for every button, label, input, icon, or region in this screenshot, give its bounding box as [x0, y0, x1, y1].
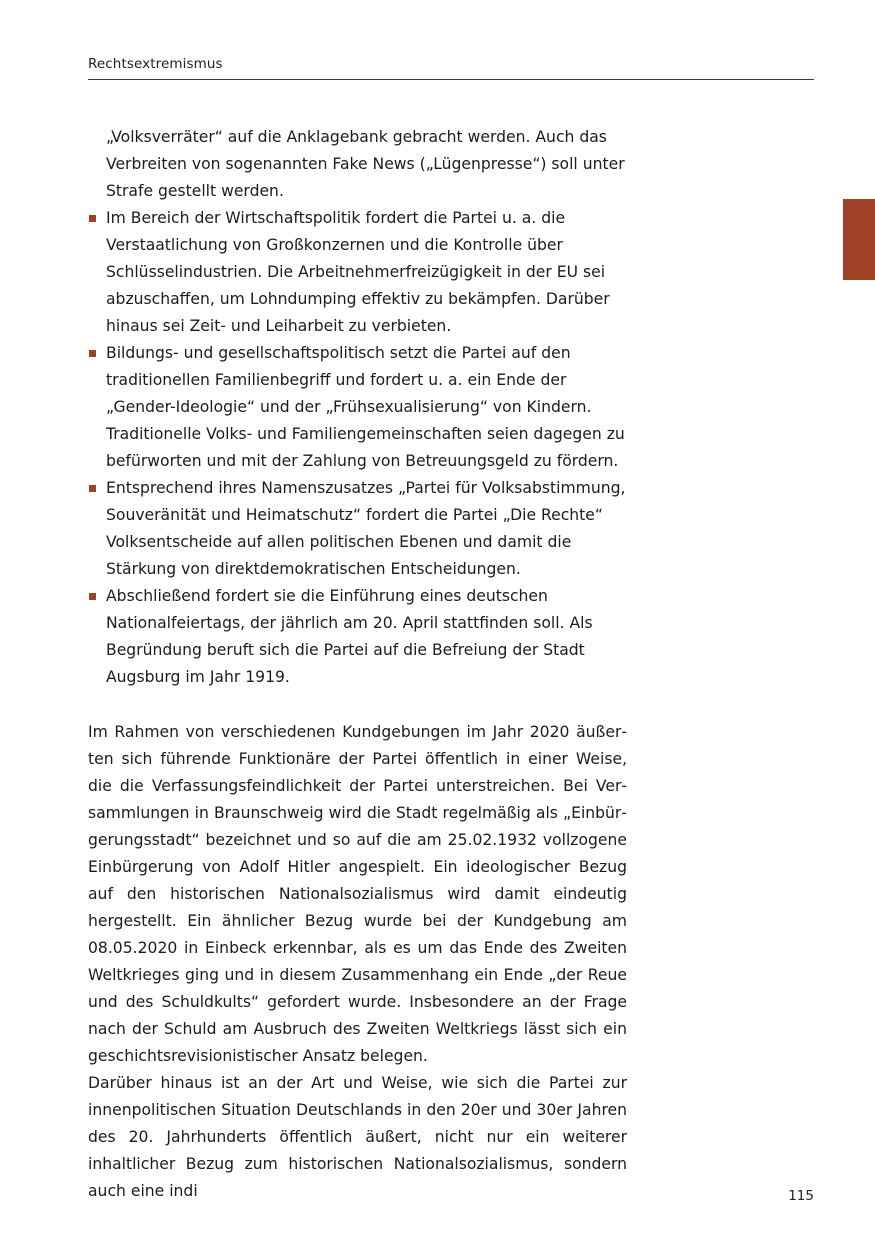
bullet-square-icon [89, 593, 96, 600]
bullet-square-icon [89, 485, 96, 492]
list-item [88, 124, 633, 205]
list-item-text: „Volksverräter“ auf die Anklagebank gebracht werden. Auch das Verbreiten von sogenannten Fake News („Lügenpresse“) soll unter Strafe gestellt werden. [106, 128, 625, 200]
bullet-square-icon [89, 215, 96, 222]
list-item-text: Abschließend fordert sie die Einführung eines deutschen Nationalfeiertags, der jährlich am 20. April stattfinden soll. Als Begründung beruft sich die Partei auf die Befreiung der Stadt Augsburg im Jahr 1919. [106, 587, 593, 686]
body-paragraph: Im Rahmen von verschiedenen Kundgebungen im Jahr 2020 äußerten sich führende Funktionäre der Partei öffentlich in einer Weise, die die Verfassungsfeindlichkeit der Partei unterstreichen. Bei Versammlungen in Braunschweig wird die Stadt regelmäßig als „Einbürgerungsstadt“ bezeichnet und so auf die am 25.02.1932 vollzogene Einbürgerung von Adolf Hitler angespielt. Ein ideologischer Bezug auf den historischen Nationalsozialismus wird damit eindeutig hergestellt. Ein ähnlicher Bezug wurde bei der Kundgebung am 08.05.2020 in Einbeck erkennbar, als es um das Ende des Zweiten Weltkrieges ging und in diesem Zusammenhang ein Ende „der Reue und des Schuldkults“ gefordert wurde. Insbesondere an der Frage nach der Schuld am Ausbruch des Zweiten Weltkriegs lässt sich ein geschichtsrevisionistischer Ansatz belegen. [88, 723, 627, 1065]
header-rule [88, 79, 814, 80]
body-paragraph: Darüber hinaus ist an der Art und Weise, wie sich die Partei zur innenpolitischen Situation Deutschlands in den 20er und 30er Jahren des 20. Jahrhunderts öffentlich äußert, nicht nur ein weiterer inhaltlicher Bezug zum historischen Nationalsozialismus, sondern auch eine indi [88, 1074, 627, 1200]
running-head: Rechtsextremismus [88, 56, 223, 72]
list-item [88, 340, 633, 475]
list-item-text: Entsprechend ihres Namenszusatzes „Partei für Volksabstimmung, Souveränität und Heimatschutz“ fordert die Partei „Die Rechte“ Volksentscheide auf allen politischen Ebenen und damit die Stärkung von direktdemokratischen Entscheidungen. [106, 479, 626, 578]
list-item [88, 583, 633, 691]
list-item-text: Bildungs- und gesellschaftspolitisch setzt die Partei auf den traditionellen Familienbegriff und fordert u. a. ein Ende der „Gender-Ideologie“ und der „Frühsexualisierung“ von Kindern. Traditionelle Volks- und Familiengemeinschaften seien dagegen zu befürworten und mit der Zahlung von Betreuungsgeld zu fördern. [106, 344, 625, 470]
bullet-list [88, 124, 633, 691]
list-item [88, 205, 633, 340]
bullet-square-icon [89, 350, 96, 357]
list-item [88, 475, 633, 583]
list-item-text: Im Bereich der Wirtschaftspolitik fordert die Partei u. a. die Verstaatlichung von Großkonzernen und die Kontrolle über Schlüsselindustrien. Die Arbeitnehmerfreizügigkeit in der EU sei abzuschaffen, um Lohndumping effektiv zu bekämpfen. Darüber hinaus sei Zeit- und Leiharbeit zu verbieten. [106, 209, 610, 335]
chapter-marker-tab [843, 199, 875, 280]
body-text [88, 719, 627, 1205]
page-number: 115 [788, 1188, 814, 1204]
